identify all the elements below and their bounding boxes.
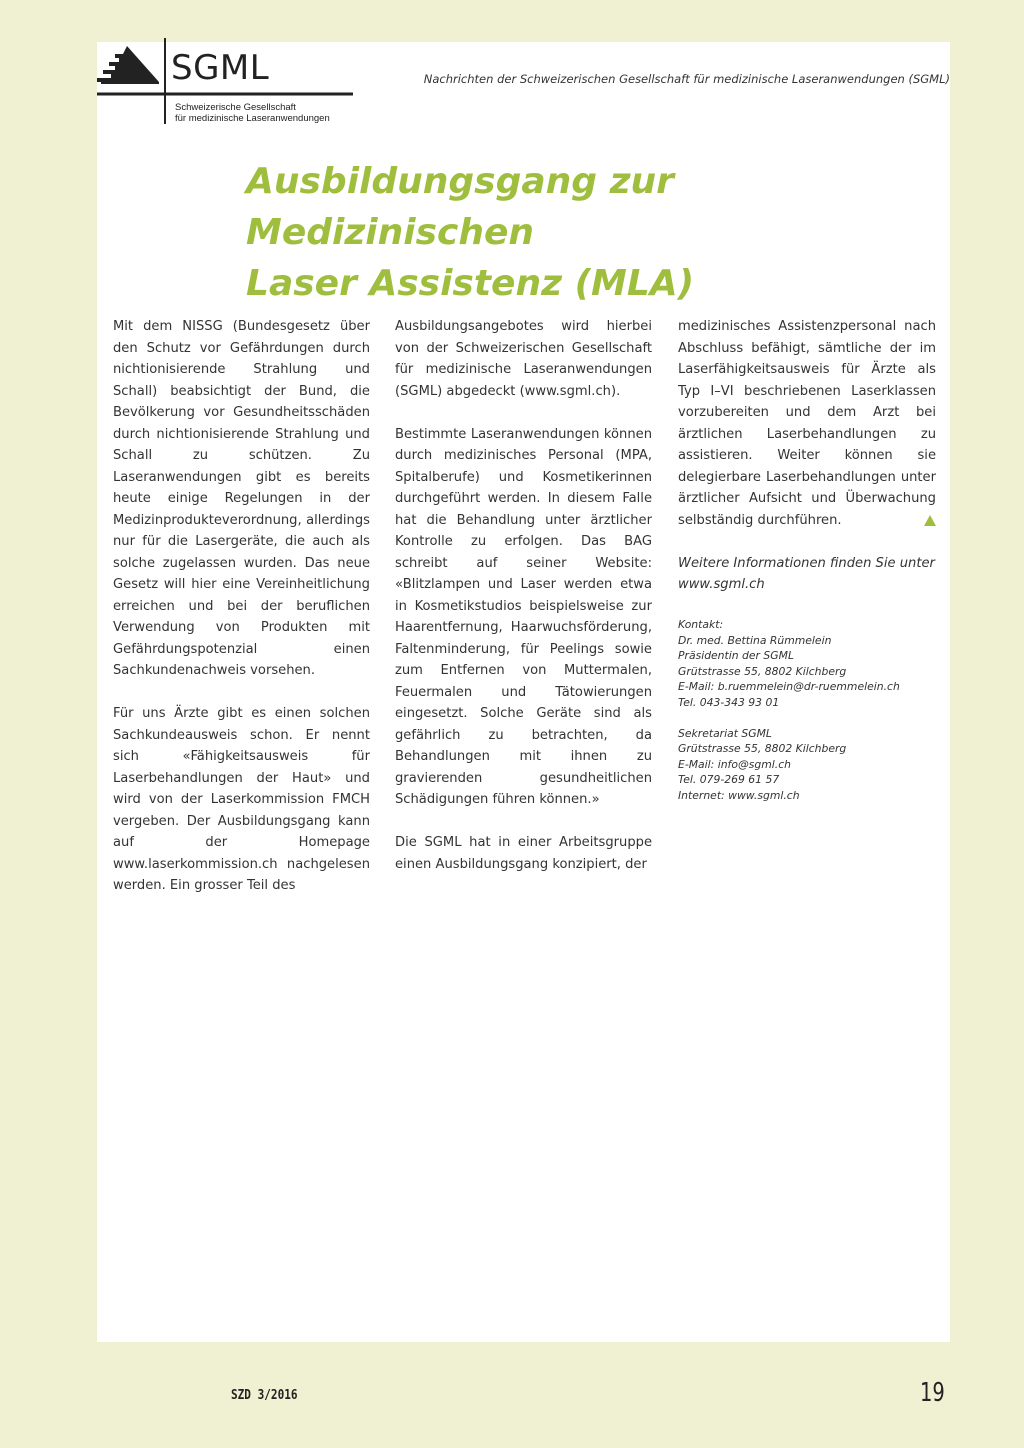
logo-name: SGML	[171, 48, 270, 88]
paragraph: Für uns Ärzte gibt es einen solchen Sachkundeausweis schon. Er nennt sich «Fähigkeitsausweis für Laserbehandlungen der Haut» und wird von der Laserkommission FMCH vergeben. Der Ausbildungsgang kann auf der Homepage www.laserkommission.ch nachgelesen werden. Ein grosser Teil des	[113, 706, 370, 893]
sgml-logo	[97, 38, 353, 128]
logo-subtitle-line: Schweizerische Gesellschaft	[175, 102, 296, 113]
logo-subtitle-line: für medizinische Laseranwendungen	[175, 113, 330, 124]
spacer	[678, 710, 936, 726]
logo-subtitle	[175, 102, 330, 124]
contact-name: Dr. med. Bettina Rümmelein	[678, 633, 832, 647]
contact-address: Grütstrasse 55, 8802 Kilchberg	[678, 664, 847, 678]
contact-label: Kontakt:	[678, 618, 724, 631]
text-column-2	[395, 316, 652, 897]
contact-block	[678, 617, 936, 803]
more-info-text: Weitere Informationen finden Sie unter	[678, 555, 935, 571]
paragraph: Ausbildungsangebotes wird hierbei von der Schweizerischen Gesellschaft für medizinische Laseranwendungen (SGML) abgedeckt (www.sgml.ch).	[395, 319, 652, 399]
paragraph	[678, 316, 936, 531]
paragraph-text: medizinisches Assistenzpersonal nach Abschluss befähigt, sämtliche der im Laserfähigkeitsausweis für Ärzte als Typ I–VI beschriebenen Laserklassen vorzubereiten und dem Arzt bei ärztlichen Laserbehandlungen zu assistieren. Weiter können sie delegierbare Laserbehandlungen unter ärztlicher Aufsicht und Überwachung selbständig durchführen.	[678, 319, 936, 528]
title-line: Ausbildungsgang zur Medizinischen	[246, 161, 674, 253]
text-column-3	[678, 316, 936, 803]
secretariat-internet[interactable]: Internet: www.sgml.ch	[678, 788, 800, 802]
header-note: Nachrichten der Schweizerischen Gesellschaft für medizinische Laseranwendungen (SGML)	[423, 72, 950, 86]
title-line: Laser Assistenz (MLA)	[246, 263, 695, 304]
secretariat-email[interactable]: E-Mail: info@sgml.ch	[678, 757, 791, 771]
article-title	[246, 156, 946, 309]
more-info-link[interactable]: www.sgml.ch	[678, 577, 765, 592]
secretariat-label: Sekretariat SGML	[678, 726, 772, 740]
paragraph: Bestimmte Laseranwendungen können durch medizinisches Personal (MPA, Spitalberufe) und Kosmetikerinnen durchgeführt werden. In diesem Falle hat die Behandlung unter ärztlicher Kontrolle zu erfolgen. Das BAG schreibt auf seiner Website: «Blitzlampen und Laser werden etwa in Kosmetikstudios beispielsweise zur Haarentfernung, Haarwuchsförderung, Faltenminderung, für Peelings sowie zum Entfernen von Muttermalen, Feuermalen und Tätowierungen eingesetzt. Solche Geräte sind als gefährlich zu betrachten, da Behandlungen mit ihnen zu gravierenden gesundheitlichen Schädigungen führen können.»	[395, 426, 652, 807]
secretariat-address: Grütstrasse 55, 8802 Kilchberg	[678, 742, 847, 755]
paragraph: Die SGML hat in einer Arbeitsgruppe einen Ausbildungsgang konzipiert, der	[395, 835, 652, 872]
contact-phone: Tel. 043-343 93 01	[678, 695, 780, 709]
paragraph: Mit dem NISSG (Bundesgesetz über den Schutz vor Gefährdungen durch nichtionisierende Strahlung und Schall) beabsichtigt der Bund, die Bevölkerung vor Gesundheitsschäden durch nichtionisierende Strahlung und Schall zu schützen. Zu Laseranwendungen gibt es bereits heute einige Regelungen in der Medizinprodukteverordnung, allerdings nur für die Lasergeräte, die auch als solche zugelassen wurden. Das neue Gesetz will hier eine Vereinheitlichung erreichen und bei der beruflichen Verwendung von Produkten mit Gefährdungspotenzial einen Sachkundenachweis vorsehen.	[113, 319, 370, 678]
triangle-end-icon	[924, 515, 936, 526]
more-info	[678, 553, 936, 596]
contact-email[interactable]: E-Mail: b.ruemmelein@dr-ruemmelein.ch	[678, 680, 900, 693]
page-number: 19	[920, 1378, 945, 1408]
text-column-1	[113, 316, 370, 918]
contact-role: Präsidentin der SGML	[678, 649, 794, 662]
secretariat-phone: Tel. 079-269 61 57	[678, 773, 780, 786]
issue-label: SZD 3/2016	[231, 1388, 298, 1403]
